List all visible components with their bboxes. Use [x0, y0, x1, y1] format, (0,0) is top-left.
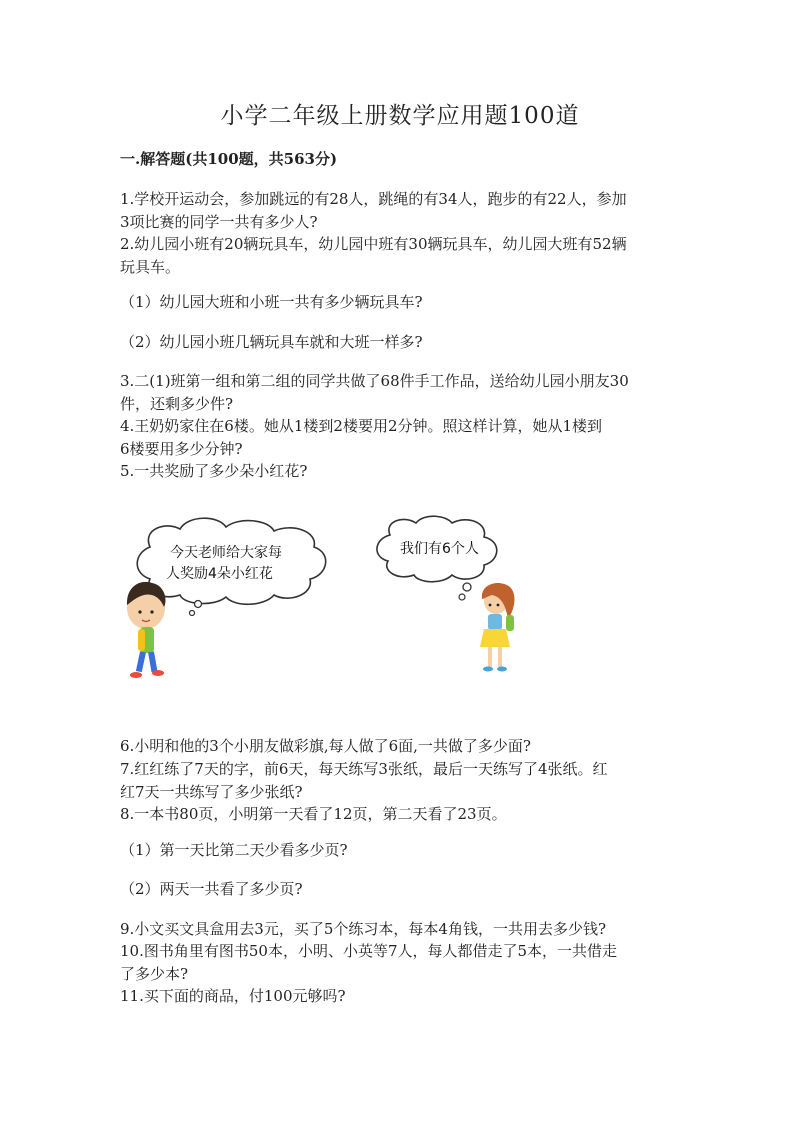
- boy-figure: [127, 582, 166, 678]
- q11-line1: 11.买下面的商品，付100元够吗?: [120, 987, 346, 1005]
- girl-figure: [480, 583, 514, 672]
- q9-line1: 9.小文买文具盒用去3元，买了5个练习本，每本4角钱，一共用去多少钱?: [120, 920, 606, 938]
- page-title: 小学二年级上册数学应用题100道: [220, 103, 580, 129]
- right-speech-bubble: [377, 516, 497, 600]
- q1-line1: 1.学校开运动会，参加跳远的有28人，跳绳的有34人，跑步的有22人，参加: [120, 190, 627, 208]
- q1-line2: 3项比赛的同学一共有多少人?: [120, 213, 318, 231]
- q3-line1: 3.二(1)班第一组和第二组的同学共做了68件手工作品，送给幼儿园小朋友30: [120, 372, 629, 390]
- q7-line2: 红7天一共练写了多少张纸?: [120, 783, 303, 801]
- q5-line1: 5.一共奖励了多少朵小红花?: [120, 462, 308, 480]
- bubble-left-line2: 人奖励4朵小红花: [166, 566, 273, 582]
- q3-line2: 件，还剩多少件?: [120, 395, 234, 413]
- q7-line1: 7.红红练了7天的字，前6天，每天练写3张纸，最后一天练写了4张纸。红: [120, 760, 608, 778]
- section-heading: 一.解答题(共100题，共563分): [120, 150, 338, 168]
- q4-line1: 4.王奶奶家住在6楼。她从1楼到2楼要用2分钟。照这样计算，她从1楼到: [120, 417, 603, 435]
- q2-line2: 玩具车。: [120, 258, 181, 276]
- q10-line2: 了多少本?: [120, 965, 189, 983]
- left-speech-bubble: [137, 518, 325, 615]
- q2-sub1: （1）幼儿园大班和小班一共有多少辆玩具车?: [120, 293, 423, 311]
- q8-line1: 8.一本书80页，小明第一天看了12页，第二天看了23页。: [120, 805, 507, 823]
- bubble-left-line1: 今天老师给大家每: [170, 545, 282, 561]
- red-flower-illustration: [122, 515, 542, 690]
- q8-sub1: （1）第一天比第二天少看多少页?: [120, 841, 348, 859]
- q6-line1: 6.小明和他的3个小朋友做彩旗,每人做了6面,一共做了多少面?: [120, 737, 531, 755]
- q2-line1: 2.幼儿园小班有20辆玩具车，幼儿园中班有30辆玩具车，幼儿园大班有52辆: [120, 235, 627, 253]
- q8-sub2: （2）两天一共看了多少页?: [120, 880, 303, 898]
- q4-line2: 6楼要用多少分钟?: [120, 440, 243, 458]
- q10-line1: 10.图书角里有图书50本，小明、小英等7人，每人都借走了5本，一共借走: [120, 942, 618, 960]
- bubble-right-text: 我们有6个人: [400, 541, 479, 557]
- q2-sub2: （2）幼儿园小班几辆玩具车就和大班一样多?: [120, 333, 423, 351]
